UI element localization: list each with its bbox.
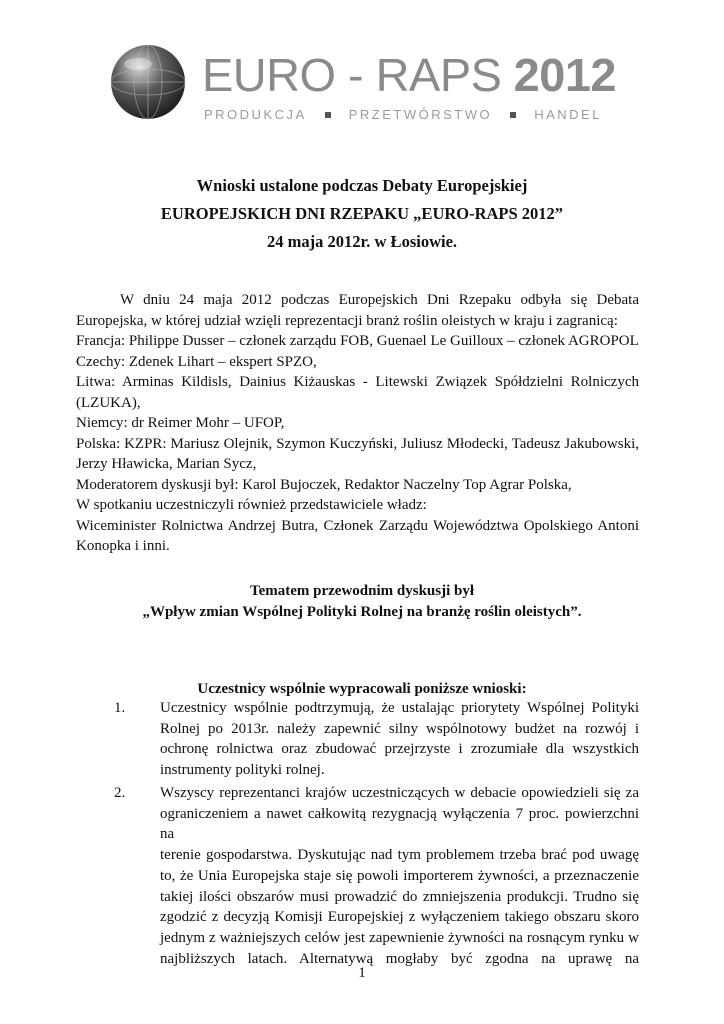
- logo-year: 2012: [513, 49, 617, 101]
- conclusion-item-2: [114, 783, 639, 969]
- intro-line: Niemcy: dr Reimer Mohr – UFOP,: [76, 415, 285, 431]
- conclusions-heading: Uczestnicy wspólnie wypracowali poniższe wnioski:: [197, 681, 527, 697]
- intro-line: Konopka i inni.: [76, 538, 170, 554]
- list-line: jednym z ważniejszych celów jest zapewnienie żywności na rosnącym rynku w: [160, 929, 639, 946]
- logo-brand: EURO - RAPS: [202, 49, 502, 101]
- list-line: Wszyscy reprezentanci krajów uczestniczących w debacie opowiedzieli się za: [160, 785, 639, 801]
- conclusion-item-1: [114, 698, 639, 781]
- list-line: Rolnej po 2013r. należy zapewnić silny wspólnotowy budżet na rozwój i: [160, 720, 639, 737]
- list-line: terenie gospodarstwa. Dyskutując nad tym problemem trzeba brać pod uwagę: [160, 847, 639, 864]
- logo-subtitle: [204, 107, 602, 122]
- list-line: ograniczeniem a nawet całkowitą rezygnacją wyłączenia 7 proc. powierzchni na: [160, 805, 639, 843]
- logo-sub-produkcja: PRODUKCJA: [204, 107, 307, 122]
- intro-line: Moderatorem dyskusji był: Karol Bujoczek, Redaktor Naczelny Top Agrar Polska,: [76, 476, 572, 493]
- list-body: [160, 783, 639, 969]
- intro-line: Polska: KZPR: Mariusz Olejnik, Szymon Kuczyński, Juliusz Młodecki, Tadeusz Jakubowski,: [76, 435, 639, 452]
- intro-line: (LZUKA),: [76, 394, 141, 411]
- list-line: to, że Unia Europejska staje się powoli importerem żywności, a przeznaczenie: [160, 867, 639, 884]
- topic-line-1: Tematem przewodnim dyskusji był: [249, 583, 475, 599]
- bullet-icon: [325, 112, 331, 118]
- intro-line: Litwa: Arminas Kildisls, Dainius Kiżauskas - Litewski Związek Spółdzielni Rolniczych: [76, 374, 639, 390]
- title-line-1: Wnioski ustalone podczas Debaty Europejskiej: [196, 176, 528, 195]
- list-line: zgodzić z decyzją Komisji Europejskiej z wyłączeniem takiego obszaru skoro: [160, 909, 639, 926]
- intro-paragraph: [76, 290, 639, 557]
- document-title: [0, 172, 724, 256]
- logo-title: [202, 49, 617, 101]
- list-line: Uczestnicy wspólnie podtrzymują, że ustalając priorytety Wspólnej Polityki: [160, 700, 639, 716]
- list-line: instrumenty polityki rolnej.: [160, 762, 325, 779]
- intro-line: Jerzy Hławicka, Marian Sycz,: [76, 456, 257, 472]
- title-line-3: 24 maja 2012r. w Łosiowie.: [266, 232, 458, 251]
- intro-line: Czechy: Zdenek Lihart – ekspert SPZO,: [76, 353, 317, 370]
- page-number: 1: [358, 965, 366, 981]
- intro-line: W dniu 24 maja 2012 podczas Europejskich Dni Rzepaku odbyła się Debata: [120, 292, 639, 308]
- intro-line: W spotkaniu uczestniczyli również przedstawiciele władz:: [76, 497, 427, 513]
- logo-sub-handel: HANDEL: [534, 107, 602, 122]
- debate-topic: [0, 581, 724, 623]
- topic-line-2: „Wpływ zmian Wspólnej Polityki Rolnej na branżę roślin oleistych”.: [142, 604, 582, 620]
- list-line: najbliższych latach. Alternatywą mogłaby być zgodna na uprawę na: [160, 950, 639, 967]
- list-line: takiej ilości obszarów musi prowadzić do zmniejszenia produkcji. Trudno się: [160, 888, 639, 905]
- intro-line: Europejska, w której udział wzięli reprezentacji branż roślin oleistych w kraju i zagranicą:: [76, 312, 618, 329]
- intro-line: Francja: Philippe Dusser – członek zarządu FOB, Guenael Le Guilloux – członek AGROPOL: [76, 333, 639, 349]
- title-line-2: EUROPEJSKICH DNI RZEPAKU „EURO-RAPS 2012”: [160, 204, 564, 223]
- logo-sub-przetworstwo: PRZETWÓRSTWO: [348, 107, 493, 122]
- list-number: 1.: [114, 700, 126, 716]
- list-number: 2.: [114, 785, 126, 801]
- globe-icon: [110, 44, 186, 120]
- list-body: [160, 698, 639, 781]
- bullet-icon: [510, 112, 516, 118]
- euro-raps-logo: [110, 44, 617, 134]
- list-line: ochronę rolnictwa oraz zbudować przejrzyste i zrozumiałe dla wszystkich: [160, 741, 639, 758]
- intro-line: Wiceminister Rolnictwa Andrzej Butra, Członek Zarządu Województwa Opolskiego Antoni: [76, 517, 639, 534]
